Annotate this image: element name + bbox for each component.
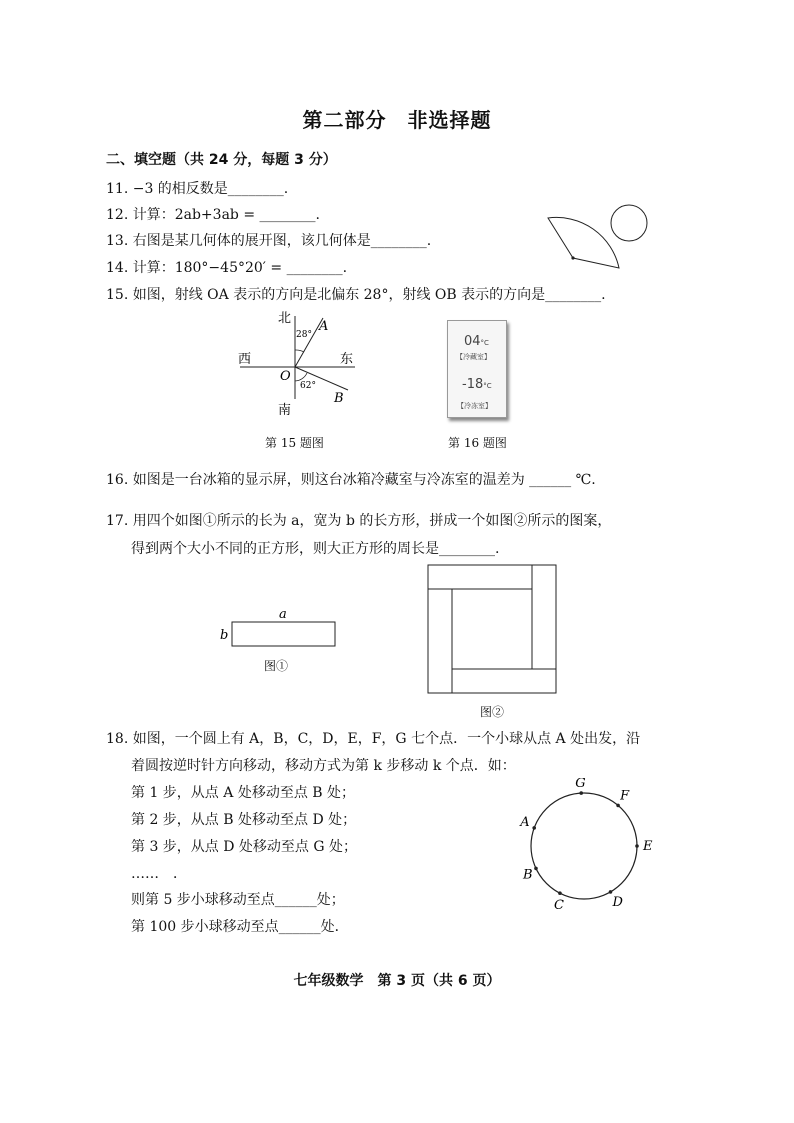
question-17-line-2: 得到两个大小不同的正方形，则大正方形的周长是________. — [131, 541, 500, 557]
question-18-line-2: 着圆按逆时针方向移动，移动方式为第 k 步移动 k 个点．如： — [131, 758, 516, 774]
east-label: 东 — [340, 352, 354, 367]
fridge-label-1: 【冷藏室】 — [456, 353, 491, 361]
question-14: 14. 计算：180°−45°20′ = ________. — [106, 260, 348, 276]
angle-62-label: 62° — [300, 381, 316, 391]
sector-shape — [548, 217, 619, 268]
question-18-ask-2: 第 100 步小球移动至点______处． — [131, 919, 349, 935]
circle-point-label-b: B — [522, 867, 533, 883]
fig17-caption-1: 图① — [264, 659, 289, 673]
question-18-step-1: 第 1 步，从点 A 处移动至点 B 处； — [131, 785, 356, 801]
square-pattern-figure — [427, 564, 559, 696]
circle-point-a — [532, 826, 536, 830]
angle-28-label: 28° — [296, 330, 312, 340]
circle-point-label-a: A — [520, 814, 530, 830]
length-a-label: a — [279, 607, 287, 622]
fridge-label-2: 【冷冻室】 — [457, 402, 492, 410]
circle-outline — [531, 793, 637, 899]
circle-point-label-g: G — [575, 778, 586, 792]
circle-point-label-f: F — [620, 788, 630, 804]
question-17-line-1: 17. 用四个如图①所示的长为 a，宽为 b 的长方形，拼成一个如图②所示的图案， — [106, 513, 612, 529]
net-figure — [540, 200, 652, 275]
direction-figure — [230, 306, 365, 421]
question-18-step-3: 第 3 步，从点 D 处移动至点 G 处； — [131, 839, 358, 855]
circle-point-b — [534, 867, 538, 871]
circle-shape — [611, 205, 647, 241]
width-b-label: b — [220, 628, 229, 643]
question-18-ask-1: 则第 5 步小球移动至点______处； — [131, 892, 345, 908]
fig17-caption-2: 图② — [480, 705, 505, 719]
question-13: 13. 右图是某几何体的展开图，该几何体是________. — [106, 233, 432, 249]
question-18-step-2: 第 2 步，从点 B 处移动至点 D 处； — [131, 812, 357, 828]
question-12: 12. 计算：2ab+3ab = ________. — [106, 207, 320, 223]
circle-point-e — [635, 844, 639, 848]
fridge-temp-2: -18 — [462, 377, 484, 392]
circle-point-label-c: C — [553, 898, 564, 914]
point-b-label: B — [334, 391, 344, 406]
page-footer: 七年级数学 第 3 页（共 6 页） — [293, 973, 501, 989]
page-title: 第二部分 非选择题 — [302, 108, 492, 132]
fig16-caption: 第 16 题图 — [448, 436, 507, 450]
origin-label: O — [280, 369, 291, 384]
section-heading: 二、填空题（共 24 分，每题 3 分） — [106, 152, 337, 168]
circle-point-f — [616, 804, 620, 808]
question-18-line-1: 18. 如图，一个圆上有 A，B，C，D，E，F，G 七个点．一个小球从点 A 处出发，沿 — [106, 731, 641, 747]
circle-point-label-e: E — [643, 839, 653, 854]
fig15-caption: 第 15 题图 — [265, 436, 324, 450]
circle-point-label-d: D — [612, 894, 623, 910]
fridge-temp-1: 04 — [464, 334, 481, 349]
point-a-label: A — [319, 319, 329, 334]
circle-points-figure — [515, 778, 655, 916]
question-11: 11. −3 的相反数是________. — [106, 181, 289, 197]
south-label: 南 — [278, 403, 292, 418]
circle-point-g — [579, 791, 583, 795]
rectangle-figure — [215, 604, 345, 656]
question-16: 16. 如图是一台冰箱的显示屏，则这台冰箱冷藏室与冷冻室的温差为 ______ ℃. — [106, 472, 596, 488]
north-label: 北 — [278, 311, 292, 326]
question-18-ellipsis: …… ． — [131, 866, 187, 882]
circle-point-d — [609, 890, 613, 894]
west-label: 西 — [238, 352, 252, 367]
question-15: 15. 如图，射线 OA 表示的方向是北偏东 28°，射线 OB 表示的方向是________. — [106, 287, 606, 303]
fridge-display: 04°C 【冷藏室】 -18°C 【冷冻室】 — [447, 320, 507, 418]
circle-point-c — [558, 891, 562, 895]
